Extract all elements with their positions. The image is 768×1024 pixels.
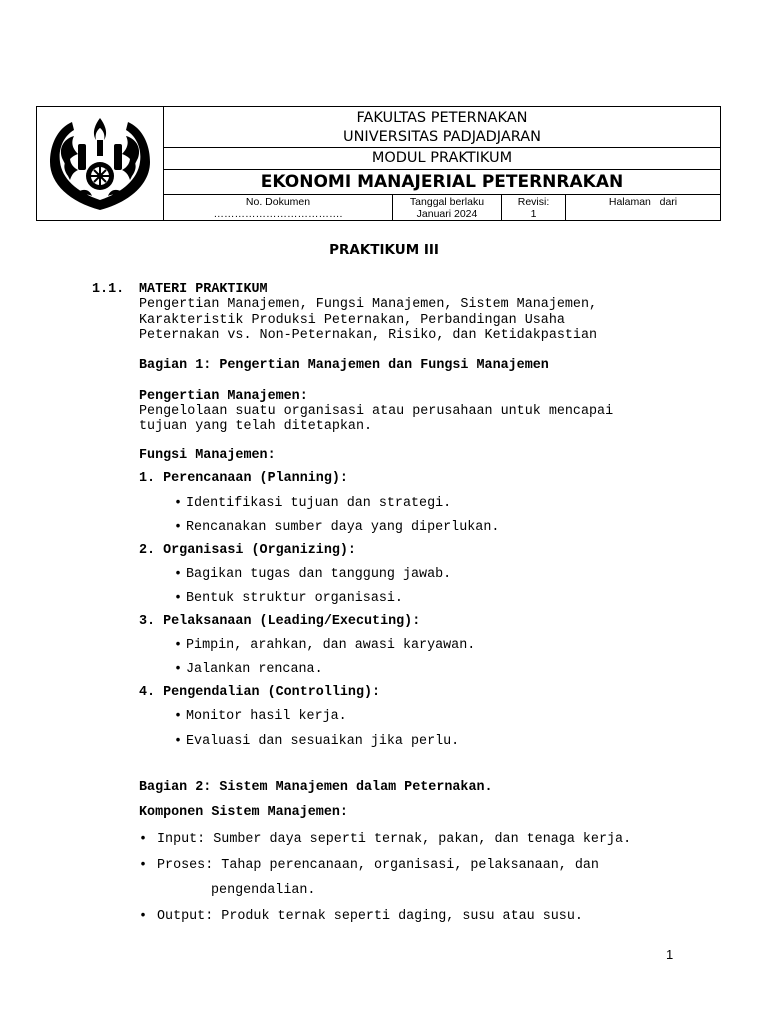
bullet-icon: • bbox=[139, 832, 148, 847]
list-item: Evaluasi dan sesuaikan jika perlu. bbox=[186, 734, 460, 749]
revision-label: Revisi: bbox=[517, 196, 550, 208]
bullet-icon: • bbox=[174, 520, 183, 535]
university-logo-cell bbox=[37, 107, 164, 220]
university-logo-icon bbox=[44, 114, 156, 214]
valid-date-label: Tanggal berlaku bbox=[409, 196, 485, 208]
bullet-icon: • bbox=[174, 638, 183, 653]
page-of-label: Halaman dari bbox=[608, 196, 678, 208]
doc-number-label: No. Dokumen bbox=[245, 196, 311, 208]
page-of-cell bbox=[566, 195, 720, 220]
section-intro-line: Karakteristik Produksi Peternakan, Perbandingan Usaha bbox=[139, 313, 565, 328]
list-item: Proses: Tahap perencanaan, organisasi, pelaksanaan, dan bbox=[157, 858, 599, 873]
header-institution bbox=[164, 107, 720, 148]
functions-heading: Fungsi Manajemen: bbox=[139, 448, 276, 463]
bullet-icon: • bbox=[174, 496, 183, 511]
section-intro-line: Pengertian Manajemen, Fungsi Manajemen, Sistem Manajemen, bbox=[139, 297, 598, 312]
bullet-icon: • bbox=[174, 567, 183, 582]
components-heading: Komponen Sistem Manajemen: bbox=[139, 805, 348, 820]
university-name: UNIVERSITAS PADJADJARAN bbox=[342, 129, 542, 145]
list-item: Identifikasi tujuan dan strategi. bbox=[186, 496, 452, 511]
list-item: Rencanakan sumber daya yang diperlukan. bbox=[186, 520, 500, 535]
document-header-table bbox=[36, 106, 721, 221]
part1-heading: Bagian 1: Pengertian Manajemen dan Fungsi Manajemen bbox=[139, 358, 549, 373]
list-item: Bentuk struktur organisasi. bbox=[186, 591, 403, 606]
module-label: MODUL PRAKTIKUM bbox=[164, 148, 720, 170]
page-title: PRAKTIKUM III bbox=[329, 242, 439, 258]
doc-number-value: ………………………………. bbox=[213, 208, 343, 220]
list-item: Pimpin, arahkan, dan awasi karyawan. bbox=[186, 638, 476, 653]
document-meta-row bbox=[164, 195, 720, 220]
list-item: Input: Sumber daya seperti ternak, pakan, dan tenaga kerja. bbox=[157, 832, 632, 847]
definition-line: tujuan yang telah ditetapkan. bbox=[139, 419, 373, 434]
list-item: Monitor hasil kerja. bbox=[186, 709, 347, 724]
function-title: 2. Organisasi (Organizing): bbox=[139, 543, 356, 558]
list-item: Jalankan rencana. bbox=[186, 662, 323, 677]
page-number: 1 bbox=[666, 947, 674, 962]
doc-number-cell bbox=[164, 195, 393, 220]
list-item: Bagikan tugas dan tanggung jawab. bbox=[186, 567, 452, 582]
revision-value: 1 bbox=[530, 208, 537, 220]
function-title: 3. Pelaksanaan (Leading/Executing): bbox=[139, 614, 421, 629]
part2-heading: Bagian 2: Sistem Manajemen dalam Peternakan. bbox=[139, 780, 493, 795]
list-item: Output: Produk ternak seperti daging, susu atau susu. bbox=[157, 909, 583, 924]
section-intro-line: Peternakan vs. Non-Peternakan, Risiko, dan Ketidakpastian bbox=[139, 328, 598, 343]
list-item-continuation: pengendalian. bbox=[211, 883, 316, 898]
definition-heading: Pengertian Manajemen: bbox=[139, 389, 308, 404]
valid-date-cell bbox=[393, 195, 502, 220]
bullet-icon: • bbox=[139, 909, 148, 924]
valid-date-value: Januari 2024 bbox=[416, 208, 478, 220]
course-title: EKONOMI MANAJERIAL PETERNRAKAN bbox=[164, 170, 720, 195]
section-heading: MATERI PRAKTIKUM bbox=[139, 282, 268, 297]
bullet-icon: • bbox=[174, 734, 183, 749]
section-number: 1.1. bbox=[92, 282, 125, 297]
bullet-icon: • bbox=[139, 858, 148, 873]
bullet-icon: • bbox=[174, 591, 183, 606]
revision-cell bbox=[502, 195, 566, 220]
bullet-icon: • bbox=[174, 662, 183, 677]
bullet-icon: • bbox=[174, 709, 183, 724]
function-title: 1. Perencanaan (Planning): bbox=[139, 471, 348, 486]
function-title: 4. Pengendalian (Controlling): bbox=[139, 685, 381, 700]
faculty-name: FAKULTAS PETERNAKAN bbox=[356, 110, 528, 126]
definition-line: Pengelolaan suatu organisasi atau perusahaan untuk mencapai bbox=[139, 404, 614, 419]
